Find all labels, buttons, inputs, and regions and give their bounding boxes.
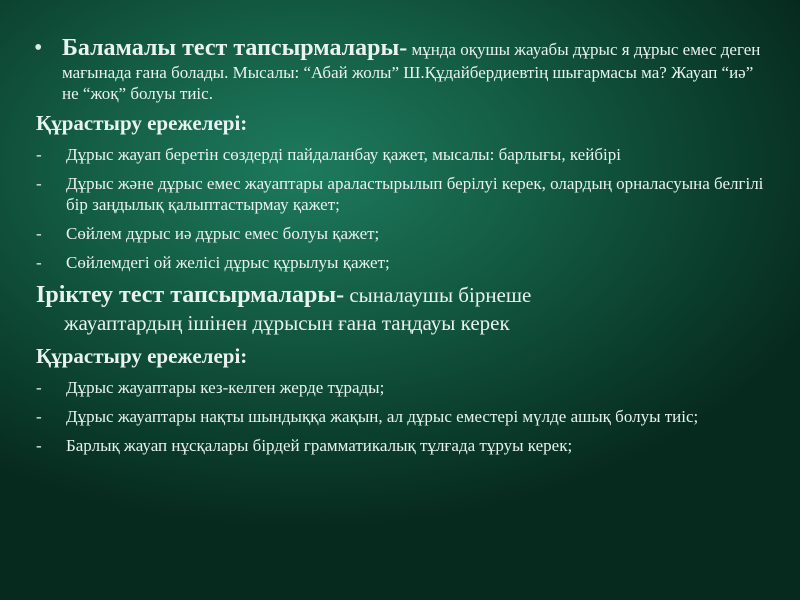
rule-item bbox=[34, 377, 774, 398]
dash-marker: - bbox=[36, 407, 42, 426]
alternative-tests-paragraph bbox=[62, 34, 774, 104]
rules-heading-2: Құрастыру ережелері: bbox=[36, 344, 248, 368]
slide-content bbox=[34, 34, 774, 464]
rule-item bbox=[34, 435, 774, 456]
alternative-tests-title: Баламалы тест тапсырмалары- bbox=[62, 35, 408, 61]
rule-text: Сөйлемдегі ой желісі дұрыс құрылуы қажет; bbox=[66, 253, 390, 272]
dash-marker: - bbox=[36, 436, 42, 455]
rule-text: Дұрыс жауаптары нақты шындыққа жақын, ал дұрыс еместері мүлде ашық болуы тиіс; bbox=[66, 407, 699, 426]
dash-marker: - bbox=[36, 253, 42, 272]
rule-text: Сөйлем дұрыс иә дұрыс емес болуы қажет; bbox=[66, 224, 380, 243]
rule-item bbox=[34, 144, 774, 165]
rules-heading-1: Құрастыру ережелері: bbox=[36, 111, 248, 135]
selection-tests-continuation: жауаптардың ішінен дұрысын ғана таңдауы керек bbox=[64, 311, 510, 335]
dash-marker: - bbox=[36, 145, 42, 164]
rule-text: Дұрыс жауаптары кез-келген жерде тұрады; bbox=[66, 378, 385, 397]
dash-marker: - bbox=[36, 174, 42, 193]
rule-item bbox=[34, 252, 774, 273]
rule-item bbox=[34, 173, 774, 215]
selection-tests-paragraph bbox=[34, 281, 774, 337]
selection-tests-title: Іріктеу тест тапсырмалары- bbox=[36, 282, 345, 308]
rule-item bbox=[34, 406, 774, 427]
bullet-icon: • bbox=[34, 35, 43, 61]
dash-marker: - bbox=[36, 224, 42, 243]
alternative-tests-description: мұнда оқушы жауабы дұрыс я дұрыс емес деген мағынада ғана болады. Мысалы: “Абай жолы” Ш.Құдайбердиевтің шығармасы ма? Жауап “иә” не “жоқ” болуы тиіс. bbox=[62, 40, 761, 103]
rule-text: Барлық жауап нұсқалары бірдей грамматикалық тұлғада тұруы керек; bbox=[66, 436, 573, 455]
rule-item bbox=[34, 223, 774, 244]
dash-marker: - bbox=[36, 378, 42, 397]
rule-text: Дұрыс және дұрыс емес жауаптары араластырылып берілуі керек, олардың орналасуына белгілі бір заңдылық қалыптастырмау қажет; bbox=[66, 174, 764, 214]
rule-text: Дұрыс жауап беретін сөздерді пайдаланбау қажет, мысалы: барлығы, кейбірі bbox=[66, 145, 621, 164]
selection-tests-description: сыналаушы бірнеше bbox=[344, 283, 532, 307]
bullet-item-alternative-tests bbox=[34, 34, 774, 104]
